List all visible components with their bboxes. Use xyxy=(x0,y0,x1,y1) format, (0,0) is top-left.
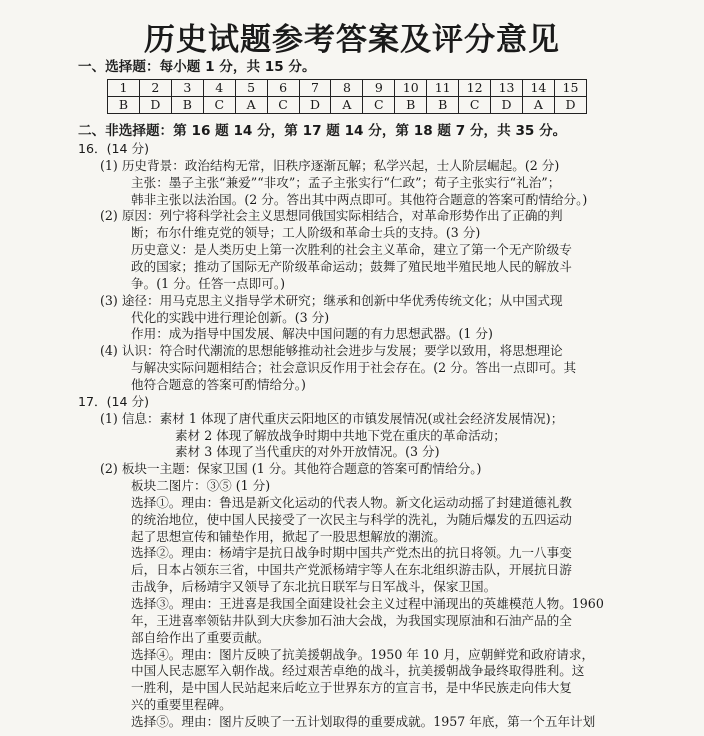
answer-line: 年，王进喜率领钻井队到大庆参加石油大会战，为我国实现原油和石油产品的全 xyxy=(131,613,572,628)
question-17-label: 17．(14 分) xyxy=(78,394,150,409)
question-number: 10 xyxy=(395,80,427,97)
question-16-label: 16．(14 分) xyxy=(78,141,150,156)
question-number: 5 xyxy=(235,80,267,97)
question-number: 1 xyxy=(108,80,140,97)
answer-line: 与解决实际问题相结合；社会意识反作用于社会存在。(2 分。答出一点即可。其 xyxy=(131,360,577,375)
question-number: 13 xyxy=(491,80,523,97)
answer-line: 选择⑤。理由：图片反映了一五计划取得的重要成就。1957 年底，第一个五年计划 xyxy=(131,714,596,729)
answer-line: 政的国家；推动了国际无产阶级革命运动；鼓舞了殖民地半殖民地人民的解放斗 xyxy=(131,259,572,274)
answer-line: 作用：成为指导中国发展、解决中国问题的有力思想武器。(1 分) xyxy=(131,326,493,341)
answer-line: 中国人民志愿军入朝作战。经过艰苦卓绝的战斗，抗美援朝战争最终取得胜利。这 xyxy=(131,663,585,678)
answer-letter: B xyxy=(395,97,427,114)
page-title: 历史试题参考答案及评分意见 xyxy=(144,22,560,58)
section-one-heading: 一、选择题：每小题 1 分，共 15 分。 xyxy=(78,59,316,75)
answer-line: 断；布尔什维克党的领导；工人阶级和革命士兵的支持。(3 分) xyxy=(131,225,481,240)
answer-letter: D xyxy=(299,97,331,114)
answer-letter: A xyxy=(522,97,554,114)
question-number: 11 xyxy=(427,80,459,97)
question-number: 12 xyxy=(459,80,491,97)
answer-line: 的统治地位，使中国人民接受了一次民主与科学的洗礼，为随后爆发的五四运动 xyxy=(131,512,572,527)
question-number: 6 xyxy=(267,80,299,97)
answer-table-number-row xyxy=(108,80,587,97)
answer-line: 板块二图片：③⑤ (1 分) xyxy=(131,478,271,493)
answer-line: (3) 途径：用马克思主义指导学术研究；继承和创新中华优秀传统文化；从中国式现 xyxy=(100,293,563,308)
answer-line: 韩非主张以法治国。(2 分。答出其中两点即可。其他符合题意的答案可酌情给分。) xyxy=(131,192,588,207)
answer-line: 选择①。理由：鲁迅是新文化运动的代表人物。新文化运动动摇了封建道德礼教 xyxy=(131,495,572,510)
answer-letter: B xyxy=(108,97,140,114)
answer-letter: D xyxy=(554,97,586,114)
answer-line: 部自给作出了重要贡献。 xyxy=(131,630,270,645)
answer-letter: A xyxy=(331,97,363,114)
answer-line: 选择④。理由：图片反映了抗美援朝战争。1950 年 10 月，应朝鲜党和政府请求， xyxy=(131,647,595,662)
answer-line: 主张：墨子主张“兼爱”“非攻”；孟子主张实行“仁政”；荀子主张实行“礼治”； xyxy=(131,175,561,190)
answer-line: 击战争，后杨靖宇又领导了东北抗日联军与日军战斗，保家卫国。 xyxy=(131,579,497,594)
answer-line: (1) 信息：素材 1 体现了唐代重庆云阳地区的市镇发展情况(或社会经济发展情况)； xyxy=(100,411,564,426)
answer-letter: D xyxy=(491,97,523,114)
answer-line: (4) 认识：符合时代潮流的思想能够推动社会进步与发展；要学以致用，将思想理论 xyxy=(100,343,563,358)
answer-line: 一胜利，是中国人民站起来后屹立于世界东方的宣言书，是中华民族走向伟大复 xyxy=(131,680,572,695)
answer-line: 选择③。理由：王进喜是我国全面建设社会主义过程中涌现出的英雄模范人物。1960 xyxy=(131,596,604,611)
answer-letter: C xyxy=(267,97,299,114)
answer-line: (2) 原因：列宁将科学社会主义思想同俄国实际相结合，对革命形势作出了正确的判 xyxy=(100,208,563,223)
answer-table-answer-row xyxy=(108,97,587,114)
answer-line: 素材 3 体现了当代重庆的对外开放情况。(3 分) xyxy=(175,444,440,459)
answer-letter: B xyxy=(171,97,203,114)
question-number: 14 xyxy=(522,80,554,97)
question-number: 15 xyxy=(554,80,586,97)
answer-line: 后，日本占领东三省，中国共产党派杨靖宇等人在东北组织游击队，开展抗日游 xyxy=(131,562,572,577)
question-number: 9 xyxy=(363,80,395,97)
answer-line: 选择②。理由：杨靖宇是抗日战争时期中国共产党杰出的抗日将领。九一八事变 xyxy=(131,545,572,560)
answer-line: 素材 2 体现了解放战争时期中共地下党在重庆的革命活动； xyxy=(175,428,506,443)
answer-letter: C xyxy=(363,97,395,114)
question-number: 7 xyxy=(299,80,331,97)
section-two-heading: 二、非选择题：第 16 题 14 分，第 17 题 14 分，第 18 题 7 分，共 35 分。 xyxy=(78,123,567,139)
answer-letter: B xyxy=(427,97,459,114)
answer-table xyxy=(107,79,587,114)
answer-letter: C xyxy=(203,97,235,114)
answer-line: (1) 历史背景：政治结构无常，旧秩序逐渐瓦解；私学兴起，士人阶层崛起。(2 分) xyxy=(100,158,560,173)
answer-line: 代化的实践中进行理论创新。(3 分) xyxy=(131,310,330,325)
question-number: 3 xyxy=(171,80,203,97)
answer-line: 历史意义：是人类历史上第一次胜利的社会主义革命，建立了第一个无产阶级专 xyxy=(131,242,572,257)
answer-letter: D xyxy=(139,97,171,114)
answer-letter: C xyxy=(459,97,491,114)
question-number: 2 xyxy=(139,80,171,97)
answer-line: 兴的重要里程碑。 xyxy=(131,697,232,712)
answer-line: 他符合题意的答案可酌情给分。) xyxy=(131,377,306,392)
question-number: 8 xyxy=(331,80,363,97)
question-number: 4 xyxy=(203,80,235,97)
answer-line: 起了思想宣传和铺垫作用，掀起了一股思想解放的潮流。 xyxy=(131,529,446,544)
answer-line: 争。(1 分。任答一点即可。) xyxy=(131,276,286,291)
answer-line: (2) 板块一主题：保家卫国 (1 分。其他符合题意的答案可酌情给分。) xyxy=(100,461,482,476)
answer-letter: A xyxy=(235,97,267,114)
